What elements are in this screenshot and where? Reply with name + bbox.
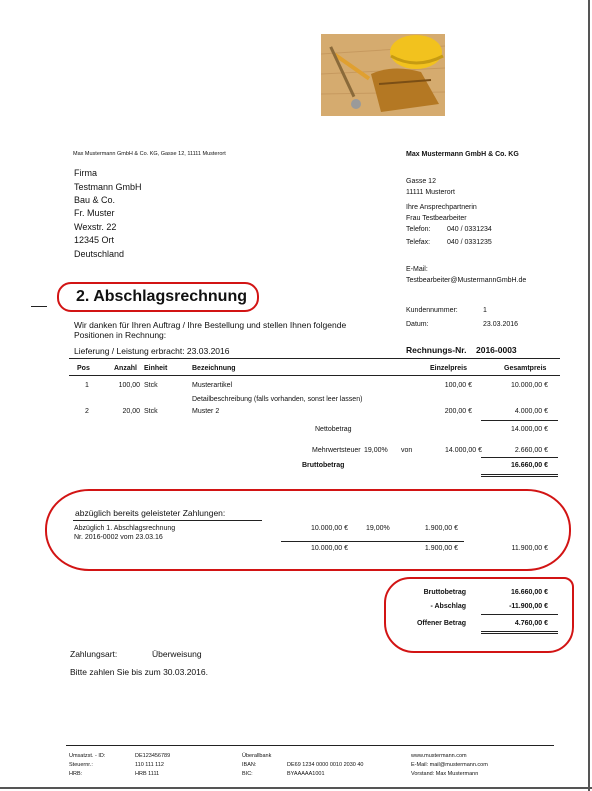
fax-label: Telefax: [406, 239, 431, 246]
recipient-line: Bau & Co. [74, 195, 116, 205]
table-cell-unit-price: 100,00 € [444, 382, 472, 389]
gross-label: Bruttobetrag [302, 462, 345, 469]
date-value: 23.03.2016 [483, 321, 519, 328]
intro-text-2: Positionen in Rechnung: [74, 330, 167, 340]
payment-method-label: Zahlungsart: [70, 649, 118, 659]
footer-email: E-Mail: mail@mustermann.com [411, 762, 488, 768]
vat-base: 14.000,00 € [445, 447, 482, 454]
table-cell-desc: Musterartikel [192, 382, 233, 389]
payment-line-2: Nr. 2016-0002 vom 23.03.16 [74, 534, 163, 541]
company-street: Gasse 12 [406, 178, 436, 185]
contact-person: Frau Testbearbeiter [406, 215, 467, 222]
col-header-desc: Bezeichnung [192, 365, 236, 372]
footer-rule [66, 745, 554, 746]
footer-bic-value: BYAAAAA1001 [287, 771, 325, 777]
table-cell-desc-detail: Detailbeschreibung (falls vorhanden, sonst leer lassen) [192, 396, 363, 403]
header-photo [321, 34, 445, 116]
recipient-line: Testmann GmbH [74, 182, 142, 192]
footer-vat-id-label: Umsatzst. - ID: [69, 753, 106, 759]
net-value: 14.000,00 € [511, 426, 548, 433]
table-cell-qty: 100,00 [118, 382, 140, 389]
date-label: Datum: [406, 321, 429, 328]
summary-open-label: Offener Betrag [416, 620, 466, 627]
recipient-line: Fr. Muster [74, 208, 115, 218]
payment-tax: 1.900,00 € [424, 525, 458, 532]
recipient-line: 12345 Ort [74, 235, 115, 245]
col-header-pos: Pos [77, 365, 90, 372]
footer-website: www.mustermann.com [411, 753, 467, 759]
payment-method-value: Überweisung [152, 649, 202, 659]
table-cell-total: 4.000,00 € [514, 408, 548, 415]
table-cell-pos: 1 [85, 382, 89, 389]
summary-open-value: 4.760,00 € [514, 620, 548, 627]
company-name: Max Mustermann GmbH & Co. KG [406, 151, 519, 158]
table-cell-total: 10.000,00 € [511, 382, 548, 389]
table-cell-pos: 2 [85, 408, 89, 415]
summary-gross-value: 16.660,00 € [511, 589, 548, 596]
vat-from: von [401, 447, 413, 454]
table-header-rule [69, 375, 560, 376]
contact-label: Ihre Ansprechpartnerin [406, 204, 477, 211]
payment-line-1: Abzüglich 1. Abschlagsrechnung [74, 525, 176, 532]
page-edge-right [588, 0, 590, 791]
subtotal-rule [481, 420, 558, 421]
customer-number-value: 1 [483, 307, 487, 314]
sender-line: Max Mustermann GmbH & Co. KG, Gasse 12, 11111 Musterort [73, 151, 226, 157]
col-header-total: Gesamtpreis [504, 365, 547, 372]
invoice-title: 2. Abschlagsrechnung [76, 288, 247, 305]
invoice-number-value: 2016-0003 [476, 345, 517, 355]
table-cell-unit: Stck [144, 408, 158, 415]
summary-rule [481, 614, 558, 615]
summary-double-rule [481, 631, 558, 634]
footer-bank-name: Überallbank [242, 753, 272, 759]
company-city: 11111 Musterort [406, 189, 455, 196]
recipient-line: Firma [74, 168, 97, 178]
payment-rate: 19,00% [366, 525, 390, 532]
payment-note: Bitte zahlen Sie bis zum 30.03.2016. [70, 667, 208, 677]
fax-value: 040 / 0331235 [447, 239, 492, 246]
table-cell-desc: Muster 2 [192, 408, 220, 415]
summary-deduct-label: - Abschlag [430, 603, 466, 610]
payment-net: 10.000,00 € [311, 525, 348, 532]
invoice-number-label: Rechnungs-Nr. [406, 345, 467, 355]
email-value: Testbearbeiter@MustermannGmbH.de [406, 277, 527, 284]
gross-double-rule [481, 474, 558, 477]
table-cell-unit: Stck [144, 382, 158, 389]
gross-value: 16.660,00 € [511, 462, 548, 469]
summary-deduct-value: -11.900,00 € [509, 603, 548, 610]
email-label: E-Mail: [406, 266, 428, 273]
summary-gross-label: Bruttobetrag [423, 589, 466, 596]
net-label: Nettobetrag [315, 426, 352, 433]
vat-rate: 19,00% [364, 447, 388, 454]
delivery-text: Lieferung / Leistung erbracht: 23.03.2016 [74, 346, 230, 356]
footer-hrb-label: HRB: [69, 771, 83, 777]
recipient-line: Wexstr. 22 [74, 222, 117, 232]
vat-label: Mehrwertsteuer [312, 447, 361, 454]
footer-hrb-value: HRB 1111 [135, 771, 160, 777]
payments-title-rule [73, 520, 262, 521]
phone-label: Telefon: [406, 226, 431, 233]
phone-value: 040 / 0331234 [447, 226, 492, 233]
footer-iban-label: IBAN: [242, 762, 257, 768]
page-edge-bottom [0, 787, 592, 789]
customer-number-label: Kundennummer: [406, 307, 458, 314]
payments-sum-total: 11.900,00 € [511, 545, 548, 552]
col-header-unit: Einheit [144, 365, 168, 372]
payments-sum-net: 10.000,00 € [311, 545, 348, 552]
footer-tax-label: Steuernr.: [69, 762, 93, 768]
table-top-rule [69, 358, 560, 359]
footer-vat-id-value: DE123456789 [135, 753, 171, 759]
vat-rule [481, 457, 558, 458]
payments-sum-tax: 1.900,00 € [424, 545, 458, 552]
payments-title: abzüglich bereits geleisteter Zahlungen: [75, 508, 226, 518]
footer-iban-value: DE69 1234 0000 0010 2030 40 [287, 762, 364, 768]
recipient-line: Deutschland [74, 249, 125, 259]
footer-tax-value: 110 111 112 [135, 762, 164, 768]
footer-bic-label: BIC: [242, 771, 253, 777]
vat-value: 2.660,00 € [514, 447, 548, 454]
footer-board: Vorstand: Max Mustermann [411, 771, 479, 777]
intro-text: Wir danken für Ihren Auftrag / Ihre Bestellung und stellen Ihnen folgende [74, 320, 347, 330]
table-cell-qty: 20,00 [122, 408, 140, 415]
payments-sum-rule [281, 541, 464, 542]
table-cell-unit-price: 200,00 € [444, 408, 472, 415]
col-header-qty: Anzahl [114, 365, 137, 372]
fold-mark [31, 306, 47, 307]
col-header-unit-price: Einzelpreis [430, 365, 467, 372]
